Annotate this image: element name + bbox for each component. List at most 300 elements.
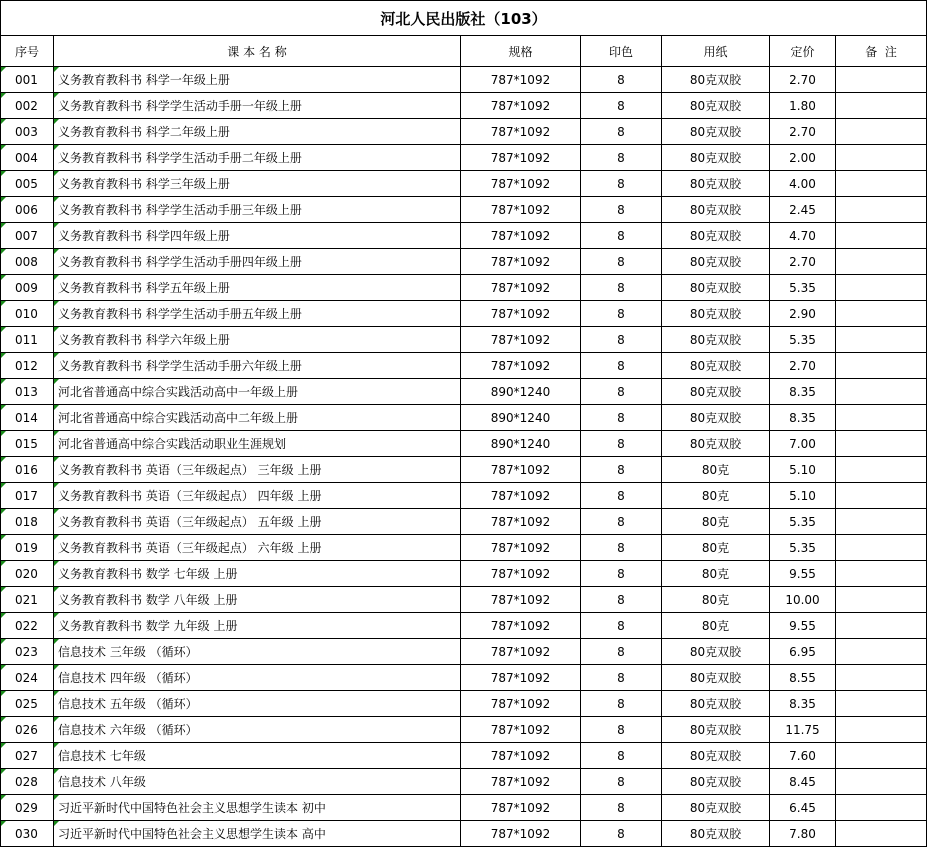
cell-paper-text: 80克双胶 [689, 177, 742, 191]
cell-price-text: 4.70 [789, 228, 816, 243]
cell-seq[interactable] [1, 457, 54, 483]
cell-price[interactable] [770, 379, 836, 405]
cell-name-text: 信息技术 六年级 （循环） [58, 723, 198, 737]
cell-remark[interactable] [836, 509, 927, 535]
cell-spec[interactable] [461, 795, 581, 821]
cell-sheets[interactable] [581, 93, 662, 119]
cell-spec[interactable] [461, 535, 581, 561]
cell-spec[interactable] [461, 249, 581, 275]
cell-sheets[interactable] [581, 717, 662, 743]
cell-price[interactable] [770, 483, 836, 509]
header-spec: 规格 [461, 36, 581, 67]
cell-name[interactable] [54, 665, 461, 691]
cell-spec[interactable] [461, 509, 581, 535]
cell-remark[interactable] [836, 717, 927, 743]
cell-seq-text: 022 [15, 618, 38, 633]
cell-price[interactable] [770, 561, 836, 587]
cell-paper-text: 80克双胶 [689, 749, 742, 763]
cell-name[interactable] [54, 587, 461, 613]
cell-paper-text: 80克双胶 [689, 775, 742, 789]
cell-spec[interactable] [461, 353, 581, 379]
cell-sheets[interactable] [581, 691, 662, 717]
cell-price[interactable] [770, 639, 836, 665]
cell-name[interactable] [54, 821, 461, 847]
cell-sheets[interactable] [581, 197, 662, 223]
cell-spec[interactable] [461, 821, 581, 847]
cell-sheets[interactable] [581, 353, 662, 379]
cell-spec[interactable] [461, 717, 581, 743]
cell-paper[interactable] [662, 821, 770, 847]
cell-seq[interactable] [1, 171, 54, 197]
cell-name[interactable] [54, 639, 461, 665]
cell-paper[interactable] [662, 301, 770, 327]
cell-remark[interactable] [836, 561, 927, 587]
cell-remark[interactable] [836, 743, 927, 769]
cell-sheets[interactable] [581, 665, 662, 691]
cell-spec[interactable] [461, 379, 581, 405]
cell-spec[interactable] [461, 691, 581, 717]
cell-sheets[interactable] [581, 379, 662, 405]
cell-remark[interactable] [836, 379, 927, 405]
cell-seq[interactable] [1, 405, 54, 431]
cell-seq[interactable] [1, 717, 54, 743]
cell-remark[interactable] [836, 119, 927, 145]
cell-name-text: 义务教育教科书 数学 九年级 上册 [58, 619, 238, 633]
cell-price[interactable] [770, 431, 836, 457]
cell-spec[interactable] [461, 483, 581, 509]
cell-price[interactable] [770, 119, 836, 145]
cell-name-text: 义务教育教科书 英语（三年级起点） 五年级 上册 [58, 515, 322, 529]
cell-seq[interactable] [1, 587, 54, 613]
cell-name[interactable] [54, 197, 461, 223]
cell-spec[interactable] [461, 327, 581, 353]
cell-seq[interactable] [1, 327, 54, 353]
cell-name[interactable] [54, 535, 461, 561]
cell-sheets[interactable] [581, 145, 662, 171]
cell-price[interactable] [770, 171, 836, 197]
cell-remark[interactable] [836, 587, 927, 613]
cell-spec[interactable] [461, 561, 581, 587]
cell-comment-marker-icon [54, 67, 59, 72]
cell-price[interactable] [770, 587, 836, 613]
cell-paper[interactable] [662, 197, 770, 223]
cell-comment-marker-icon [1, 457, 6, 462]
cell-name[interactable] [54, 457, 461, 483]
cell-price[interactable] [770, 535, 836, 561]
cell-sheets[interactable] [581, 743, 662, 769]
table-row [1, 509, 927, 535]
cell-remark[interactable] [836, 197, 927, 223]
cell-spec[interactable] [461, 275, 581, 301]
cell-remark[interactable] [836, 821, 927, 847]
cell-sheets[interactable] [581, 67, 662, 93]
cell-comment-marker-icon [54, 275, 59, 280]
cell-remark[interactable] [836, 457, 927, 483]
table-row [1, 379, 927, 405]
cell-price-text: 7.00 [789, 436, 816, 451]
cell-spec-text: 787*1092 [490, 800, 551, 815]
cell-sheets-text: 8 [617, 514, 625, 529]
cell-price[interactable] [770, 223, 836, 249]
cell-seq-text: 005 [15, 176, 38, 191]
cell-spec[interactable] [461, 171, 581, 197]
cell-paper[interactable] [662, 405, 770, 431]
cell-name-text: 义务教育教科书 科学学生活动手册四年级上册 [58, 255, 302, 269]
cell-price[interactable] [770, 743, 836, 769]
cell-seq[interactable] [1, 379, 54, 405]
cell-paper[interactable] [662, 145, 770, 171]
cell-price[interactable] [770, 275, 836, 301]
cell-seq[interactable] [1, 743, 54, 769]
cell-comment-marker-icon [54, 145, 59, 150]
cell-seq[interactable] [1, 145, 54, 171]
cell-seq-text: 004 [15, 150, 38, 165]
cell-seq-text: 011 [15, 332, 38, 347]
table-row [1, 587, 927, 613]
cell-remark[interactable] [836, 431, 927, 457]
cell-spec[interactable] [461, 769, 581, 795]
cell-paper-text: 80克双胶 [689, 359, 742, 373]
cell-paper[interactable] [662, 275, 770, 301]
header-price: 定价 [770, 36, 836, 67]
cell-spec-text: 787*1092 [490, 306, 551, 321]
cell-paper[interactable] [662, 639, 770, 665]
cell-name-text: 义务教育教科书 英语（三年级起点） 六年级 上册 [58, 541, 322, 555]
cell-spec[interactable] [461, 665, 581, 691]
cell-paper[interactable] [662, 483, 770, 509]
cell-comment-marker-icon [1, 613, 6, 618]
cell-name[interactable] [54, 145, 461, 171]
cell-sheets[interactable] [581, 639, 662, 665]
cell-comment-marker-icon [54, 509, 59, 514]
cell-name-text: 义务教育教科书 科学三年级上册 [58, 177, 230, 191]
cell-seq-text: 021 [15, 592, 38, 607]
cell-price[interactable] [770, 93, 836, 119]
cell-paper[interactable] [662, 535, 770, 561]
cell-spec[interactable] [461, 67, 581, 93]
cell-remark[interactable] [836, 301, 927, 327]
cell-sheets-text: 8 [617, 410, 625, 425]
cell-remark[interactable] [836, 353, 927, 379]
cell-sheets-text: 8 [617, 748, 625, 763]
cell-paper-text: 80克双胶 [689, 385, 742, 399]
cell-name-text: 信息技术 八年级 [58, 775, 146, 789]
cell-seq[interactable] [1, 353, 54, 379]
cell-seq-text: 023 [15, 644, 38, 659]
table-row [1, 561, 927, 587]
cell-seq[interactable] [1, 197, 54, 223]
cell-paper[interactable] [662, 249, 770, 275]
cell-spec[interactable] [461, 301, 581, 327]
cell-seq[interactable] [1, 223, 54, 249]
cell-paper[interactable] [662, 743, 770, 769]
cell-sheets[interactable] [581, 535, 662, 561]
cell-sheets[interactable] [581, 119, 662, 145]
cell-seq[interactable] [1, 795, 54, 821]
cell-name-text: 义务教育教科书 科学学生活动手册一年级上册 [58, 99, 302, 113]
cell-paper[interactable] [662, 561, 770, 587]
cell-paper[interactable] [662, 587, 770, 613]
cell-paper[interactable] [662, 67, 770, 93]
cell-paper[interactable] [662, 379, 770, 405]
cell-price[interactable] [770, 353, 836, 379]
cell-remark[interactable] [836, 613, 927, 639]
cell-sheets[interactable] [581, 171, 662, 197]
cell-paper[interactable] [662, 119, 770, 145]
cell-comment-marker-icon [1, 587, 6, 592]
cell-spec[interactable] [461, 587, 581, 613]
cell-spec[interactable] [461, 405, 581, 431]
cell-seq[interactable] [1, 301, 54, 327]
cell-name-text: 义务教育教科书 科学六年级上册 [58, 333, 230, 347]
cell-seq-text: 010 [15, 306, 38, 321]
cell-paper[interactable] [662, 457, 770, 483]
cell-paper[interactable] [662, 327, 770, 353]
cell-price-text: 5.35 [789, 332, 816, 347]
cell-sheets[interactable] [581, 249, 662, 275]
cell-spec[interactable] [461, 743, 581, 769]
cell-spec-text: 787*1092 [490, 696, 551, 711]
cell-price-text: 2.70 [789, 72, 816, 87]
cell-spec[interactable] [461, 145, 581, 171]
cell-spec-text: 787*1092 [490, 566, 551, 581]
cell-seq[interactable] [1, 93, 54, 119]
cell-sheets[interactable] [581, 275, 662, 301]
cell-name-text: 义务教育教科书 科学学生活动手册三年级上册 [58, 203, 302, 217]
cell-sheets[interactable] [581, 821, 662, 847]
cell-name[interactable] [54, 93, 461, 119]
cell-paper[interactable] [662, 717, 770, 743]
cell-comment-marker-icon [54, 665, 59, 670]
cell-sheets-text: 8 [617, 176, 625, 191]
cell-sheets[interactable] [581, 795, 662, 821]
cell-seq[interactable] [1, 119, 54, 145]
cell-remark[interactable] [836, 67, 927, 93]
cell-price[interactable] [770, 249, 836, 275]
cell-price[interactable] [770, 457, 836, 483]
cell-sheets-text: 8 [617, 618, 625, 633]
cell-paper-text: 80克 [701, 489, 730, 503]
cell-price-text: 7.80 [789, 826, 816, 841]
cell-name[interactable] [54, 743, 461, 769]
cell-price[interactable] [770, 509, 836, 535]
table-row [1, 613, 927, 639]
cell-seq[interactable] [1, 431, 54, 457]
cell-comment-marker-icon [54, 327, 59, 332]
cell-paper-text: 80克双胶 [689, 827, 742, 841]
cell-name[interactable] [54, 67, 461, 93]
cell-name[interactable] [54, 353, 461, 379]
cell-paper[interactable] [662, 769, 770, 795]
cell-price[interactable] [770, 327, 836, 353]
cell-price[interactable] [770, 795, 836, 821]
cell-name-text: 习近平新时代中国特色社会主义思想学生读本 高中 [58, 827, 326, 841]
cell-name[interactable] [54, 301, 461, 327]
cell-price[interactable] [770, 67, 836, 93]
cell-paper[interactable] [662, 509, 770, 535]
cell-paper-text: 80克双胶 [689, 307, 742, 321]
cell-remark[interactable] [836, 249, 927, 275]
cell-sheets[interactable] [581, 327, 662, 353]
cell-sheets[interactable] [581, 431, 662, 457]
cell-spec-text: 787*1092 [490, 722, 551, 737]
cell-paper[interactable] [662, 171, 770, 197]
cell-sheets[interactable] [581, 483, 662, 509]
cell-sheets-text: 8 [617, 202, 625, 217]
cell-price[interactable] [770, 613, 836, 639]
cell-spec[interactable] [461, 93, 581, 119]
cell-spec[interactable] [461, 197, 581, 223]
header-paper: 用纸 [662, 36, 770, 67]
cell-spec[interactable] [461, 457, 581, 483]
cell-remark[interactable] [836, 691, 927, 717]
cell-name[interactable] [54, 691, 461, 717]
cell-seq[interactable] [1, 275, 54, 301]
cell-seq[interactable] [1, 769, 54, 795]
cell-comment-marker-icon [54, 171, 59, 176]
cell-remark[interactable] [836, 535, 927, 561]
cell-comment-marker-icon [1, 249, 6, 254]
cell-name[interactable] [54, 249, 461, 275]
cell-name[interactable] [54, 223, 461, 249]
cell-name[interactable] [54, 327, 461, 353]
cell-remark[interactable] [836, 93, 927, 119]
cell-sheets[interactable] [581, 769, 662, 795]
table-row [1, 691, 927, 717]
cell-paper[interactable] [662, 795, 770, 821]
cell-name[interactable] [54, 795, 461, 821]
cell-seq[interactable] [1, 483, 54, 509]
cell-paper-text: 80克双胶 [689, 411, 742, 425]
table-row [1, 483, 927, 509]
cell-name[interactable] [54, 613, 461, 639]
cell-sheets[interactable] [581, 223, 662, 249]
cell-name[interactable] [54, 717, 461, 743]
table-row [1, 249, 927, 275]
cell-comment-marker-icon [54, 457, 59, 462]
table-row [1, 275, 927, 301]
cell-name[interactable] [54, 405, 461, 431]
cell-seq[interactable] [1, 535, 54, 561]
cell-sheets[interactable] [581, 587, 662, 613]
cell-price[interactable] [770, 405, 836, 431]
cell-spec[interactable] [461, 639, 581, 665]
cell-sheets-text: 8 [617, 280, 625, 295]
cell-seq[interactable] [1, 67, 54, 93]
cell-name-text: 河北省普通高中综合实践活动高中一年级上册 [58, 385, 299, 399]
cell-sheets[interactable] [581, 405, 662, 431]
cell-remark[interactable] [836, 795, 927, 821]
table-row [1, 743, 927, 769]
cell-comment-marker-icon [54, 93, 59, 98]
cell-remark[interactable] [836, 665, 927, 691]
cell-name[interactable] [54, 379, 461, 405]
cell-spec-text: 787*1092 [490, 618, 551, 633]
cell-name-text: 义务教育教科书 科学五年级上册 [58, 281, 230, 295]
cell-remark[interactable] [836, 145, 927, 171]
cell-seq[interactable] [1, 613, 54, 639]
cell-name[interactable] [54, 275, 461, 301]
cell-seq[interactable] [1, 561, 54, 587]
cell-price-text: 2.70 [789, 358, 816, 373]
cell-name[interactable] [54, 119, 461, 145]
cell-paper[interactable] [662, 223, 770, 249]
cell-sheets[interactable] [581, 457, 662, 483]
table-row [1, 457, 927, 483]
cell-price[interactable] [770, 197, 836, 223]
cell-remark[interactable] [836, 769, 927, 795]
cell-paper[interactable] [662, 431, 770, 457]
cell-seq-text: 018 [15, 514, 38, 529]
cell-sheets-text: 8 [617, 670, 625, 685]
cell-spec[interactable] [461, 431, 581, 457]
cell-price[interactable] [770, 769, 836, 795]
cell-seq-text: 001 [15, 72, 38, 87]
cell-seq[interactable] [1, 249, 54, 275]
cell-sheets[interactable] [581, 561, 662, 587]
cell-seq[interactable] [1, 509, 54, 535]
cell-seq-text: 029 [15, 800, 38, 815]
cell-remark[interactable] [836, 405, 927, 431]
cell-seq[interactable] [1, 639, 54, 665]
cell-seq-text: 015 [15, 436, 38, 451]
cell-paper[interactable] [662, 691, 770, 717]
cell-sheets[interactable] [581, 301, 662, 327]
cell-name[interactable] [54, 483, 461, 509]
cell-comment-marker-icon [1, 405, 6, 410]
table-row [1, 821, 927, 847]
cell-name[interactable] [54, 509, 461, 535]
cell-paper-text: 80克双胶 [689, 99, 742, 113]
cell-sheets[interactable] [581, 509, 662, 535]
cell-paper[interactable] [662, 665, 770, 691]
cell-name[interactable] [54, 769, 461, 795]
cell-price[interactable] [770, 821, 836, 847]
cell-sheets[interactable] [581, 613, 662, 639]
cell-price[interactable] [770, 717, 836, 743]
cell-price[interactable] [770, 301, 836, 327]
cell-paper-text: 80克双胶 [689, 723, 742, 737]
cell-remark[interactable] [836, 223, 927, 249]
cell-paper-text: 80克双胶 [689, 151, 742, 165]
cell-price[interactable] [770, 691, 836, 717]
cell-remark[interactable] [836, 483, 927, 509]
cell-remark[interactable] [836, 275, 927, 301]
cell-name-text: 义务教育教科书 科学四年级上册 [58, 229, 230, 243]
cell-price[interactable] [770, 145, 836, 171]
cell-spec[interactable] [461, 119, 581, 145]
cell-seq[interactable] [1, 821, 54, 847]
cell-seq-text: 006 [15, 202, 38, 217]
cell-name-text: 习近平新时代中国特色社会主义思想学生读本 初中 [58, 801, 326, 815]
cell-seq[interactable] [1, 691, 54, 717]
cell-paper[interactable] [662, 93, 770, 119]
cell-spec[interactable] [461, 223, 581, 249]
cell-name[interactable] [54, 171, 461, 197]
cell-price[interactable] [770, 665, 836, 691]
cell-sheets-text: 8 [617, 332, 625, 347]
cell-name-text: 义务教育教科书 科学二年级上册 [58, 125, 230, 139]
cell-seq[interactable] [1, 665, 54, 691]
cell-paper[interactable] [662, 613, 770, 639]
cell-remark[interactable] [836, 171, 927, 197]
cell-name[interactable] [54, 561, 461, 587]
cell-name[interactable] [54, 431, 461, 457]
cell-remark[interactable] [836, 327, 927, 353]
cell-paper[interactable] [662, 353, 770, 379]
cell-spec[interactable] [461, 613, 581, 639]
cell-remark[interactable] [836, 639, 927, 665]
